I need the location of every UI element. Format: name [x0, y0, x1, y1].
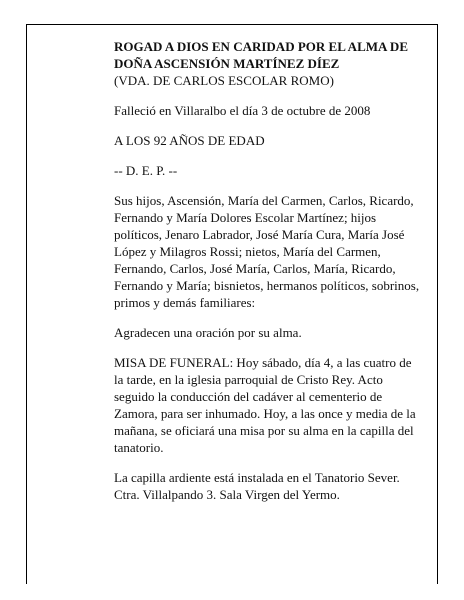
- heading-line-widow-of: (VDA. DE CARLOS ESCOLAR ROMO): [114, 73, 334, 88]
- death-info: Falleció en Villaralbo el día 3 de octubre de 2008: [114, 103, 371, 118]
- obituary-notice: [114, 38, 424, 516]
- rip-line: -- D. E. P. --: [114, 163, 178, 178]
- heading-line-prayer: ROGAD A DIOS EN CARIDAD POR EL ALMA DE: [114, 39, 408, 54]
- age-line: A LOS 92 AÑOS DE EDAD: [114, 133, 265, 148]
- family-paragraph: Sus hijos, Ascensión, María del Carmen, Carlos, Ricardo, Fernando y María Dolores Escolar Martínez; hijos políticos, Jenaro Labrador, José María Cura, María José López y Milagros Rossi; nietos, María del Carmen, Fernando, Carlos, José María, Carlos, María, Ricardo, Fernando y María; bisnietos, hermanos políticos, sobrinos, primos y demás familiares:: [114, 193, 420, 310]
- thanks-line: Agradecen una oración por su alma.: [114, 325, 302, 340]
- notice-heading: [114, 38, 424, 89]
- chapel-paragraph: La capilla ardiente está instalada en el Tanatorio Sever. Ctra. Villalpando 3. Sala Virgen del Yermo.: [114, 470, 400, 502]
- heading-line-name: DOÑA ASCENSIÓN MARTÍNEZ DÍEZ: [114, 56, 340, 71]
- funeral-paragraph: MISA DE FUNERAL: Hoy sábado, día 4, a las cuatro de la tarde, en la iglesia parroquial de Cristo Rey. Acto seguido la conducción del cadáver al cementerio de Zamora, para ser inhumado. Hoy, a las once y media de la mañana, se oficiará una misa por su alma en la capilla del tanatorio.: [114, 355, 416, 455]
